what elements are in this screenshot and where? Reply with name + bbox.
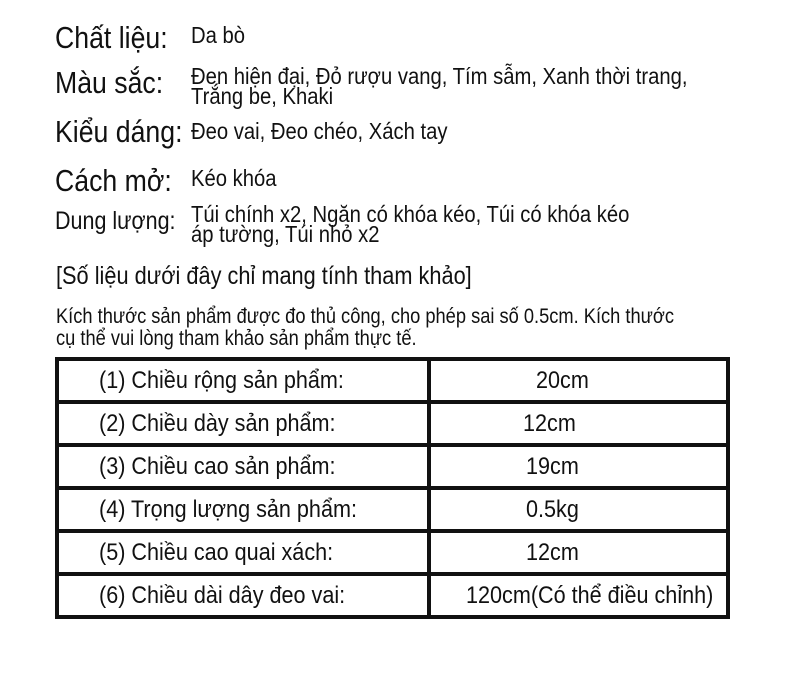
spec-label: (6) Chiều dài dây đeo vai:: [99, 581, 346, 609]
table-row: [57, 488, 728, 531]
table-row: [57, 531, 728, 574]
spec-label-cell: [57, 488, 429, 531]
spec-value: 20cm: [536, 366, 589, 394]
spec-value-cell: [429, 531, 728, 574]
material-value: [191, 22, 246, 48]
measurement-note: [56, 306, 674, 350]
style-label: Kiểu dáng:: [55, 114, 183, 149]
opening-value-line: Kéo khóa: [191, 165, 277, 191]
capacity-value: [191, 201, 630, 247]
table-row: [57, 359, 728, 402]
opening-label: Cách mở:: [55, 163, 172, 198]
spec-label-cell: [57, 359, 429, 402]
material-value-line: Da bò: [191, 22, 246, 48]
spec-label: (3) Chiều cao sản phẩm:: [99, 452, 336, 480]
spec-value-cell: [429, 445, 728, 488]
style-value-line: Đeo vai, Đeo chéo, Xách tay: [191, 118, 448, 144]
color-value-line-1: Đen hiện đại, Đỏ rượu vang, Tím sẫm, Xanh thời trang,: [191, 63, 688, 89]
capacity-label: Dung lượng:: [55, 207, 176, 235]
spec-label: (2) Chiều dày sản phẩm:: [99, 409, 336, 437]
spec-value: 12cm: [526, 538, 579, 566]
reference-note-title: [Số liệu dưới đây chỉ mang tính tham khảo]: [56, 262, 472, 290]
capacity-value-line-1: Túi chính x2, Ngăn có khóa kéo, Túi có khóa kéo: [191, 201, 630, 227]
spec-value-cell: [429, 574, 728, 617]
color-value-line-2: Trắng be, Khaki: [191, 83, 334, 109]
measurement-note-line-2: cụ thể vui lòng tham khảo sản phẩm thực tế.: [56, 327, 417, 350]
spec-table: [55, 357, 730, 619]
capacity-value-line-2: áp tường, Túi nhỏ x2: [191, 221, 380, 247]
opening-value: [191, 165, 277, 191]
color-value: [191, 63, 688, 109]
spec-label-cell: [57, 531, 429, 574]
spec-value: 120cm(Có thể điều chỉnh): [466, 581, 714, 609]
style-value: [191, 118, 448, 144]
spec-value-cell: [429, 402, 728, 445]
spec-label-cell: [57, 402, 429, 445]
measurement-note-line-1: Kích thước sản phẩm được đo thủ công, cho phép sai số 0.5cm. Kích thước: [56, 305, 675, 328]
table-row: [57, 574, 728, 617]
spec-label: (4) Trọng lượng sản phẩm:: [99, 495, 357, 523]
table-row: [57, 445, 728, 488]
material-label: Chất liệu:: [55, 20, 168, 55]
table-row: [57, 402, 728, 445]
color-label: Màu sắc:: [55, 65, 164, 100]
spec-value: 12cm: [523, 409, 576, 437]
spec-value: 0.5kg: [526, 495, 579, 523]
spec-label-cell: [57, 445, 429, 488]
spec-value-cell: [429, 488, 728, 531]
spec-label: (1) Chiều rộng sản phẩm:: [99, 366, 344, 394]
spec-label: (5) Chiều cao quai xách:: [99, 538, 334, 566]
spec-label-cell: [57, 574, 429, 617]
spec-value: 19cm: [526, 452, 579, 480]
spec-value-cell: [429, 359, 728, 402]
